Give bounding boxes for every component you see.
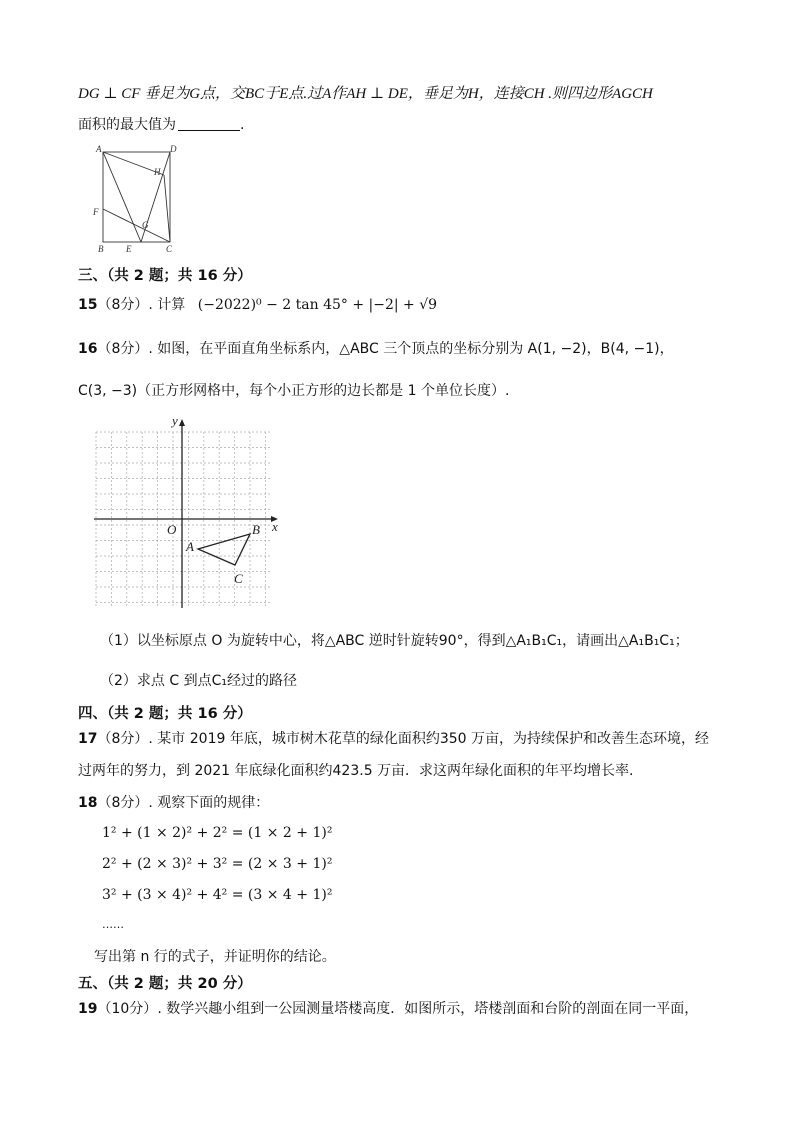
segment-ae (103, 152, 141, 242)
point-label-c: C (234, 571, 243, 586)
q16-score: （8分） (97, 341, 149, 357)
origin-label: O (167, 522, 177, 537)
section-3-title: 三、（共 2 题；共 16 分） (78, 268, 252, 284)
q15 (78, 294, 437, 314)
rectangle-abcd (103, 152, 170, 242)
fig-label-b: B (98, 244, 104, 254)
coordinate-grid (88, 412, 288, 612)
q14-text-line2 (78, 114, 244, 134)
q15-number: 15 (78, 297, 98, 313)
q18-text: . 观察下面的规律： (148, 795, 270, 811)
q19-line1 (78, 998, 698, 1018)
section-5-title: 五、（共 2 题；共 20 分） (78, 976, 252, 992)
q18-instruction: 写出第 n 行的式子，并证明你的结论。 (94, 949, 336, 965)
q14-figure (90, 142, 182, 256)
segment-hc (164, 175, 170, 242)
fig-label-h: H (154, 167, 161, 177)
axis-label-x: x (272, 519, 278, 534)
q18-equation-1: 1² + (1 × 2)² + 2² = (1 × 2 + 1)² (102, 825, 333, 841)
q18-line1 (78, 792, 269, 812)
fig-label-a: A (96, 144, 102, 154)
q16-part1: （1）以坐标原点 O 为旋转中心，将△ABC 逆时针旋转90°，得到△A₁B₁C₁，请画出△A₁B₁C₁； (100, 633, 689, 649)
fig-label-d: D (170, 144, 177, 154)
fig-label-e: E (126, 244, 132, 254)
fig-label-f: F (93, 207, 99, 217)
axis-label-y: y (172, 413, 178, 428)
segment-fc (103, 209, 170, 242)
q15-expression: (−2022)⁰ − 2 tan 45° + |−2| + √9 (197, 297, 438, 313)
q16-text-line2: C(3, −3)（正方形网格中，每个小正方形的边长都是 1 个单位长度）. (78, 383, 510, 399)
q17-number: 17 (78, 731, 98, 747)
fig-label-c: C (166, 244, 173, 254)
q17-score: （8分） (97, 731, 149, 747)
q14-answer-prompt: 面积的最大值为 (78, 117, 176, 133)
q17-text-line1: . 某市 2019 年底，城市树木花草的绿化面积约350 万亩，为持续保护和改善生态环境，经 (148, 731, 710, 747)
q14-period: . (240, 117, 245, 133)
fig-label-g: G (142, 220, 149, 230)
point-label-b: B (252, 522, 260, 537)
q19-text: . 数学兴趣小组到一公园测量塔楼高度．如图所示，塔楼剖面和台阶的剖面在同一平面， (157, 1001, 699, 1017)
point-label-a: A (186, 539, 194, 554)
q15-score: （8分） (97, 297, 149, 313)
triangle-abc (198, 534, 250, 565)
q16-part2: （2）求点 C 到点C₁经过的路径 (100, 673, 297, 689)
y-axis-arrow-icon (179, 419, 185, 426)
q14-text-line1: DG ⊥ CF 垂足为G点，交BC于E点.过A作AH ⊥ DE，垂足为H，连接CH .则四边形AGCH (78, 86, 653, 102)
q17-line1 (78, 728, 709, 748)
q18-equation-3: 3² + (3 × 4)² + 4² = (3 × 4 + 1)² (102, 887, 333, 903)
section-4-title: 四、（共 2 题；共 16 分） (78, 706, 252, 722)
q18-number: 18 (78, 795, 98, 811)
q16-number: 16 (78, 341, 98, 357)
q19-score: （10分） (97, 1001, 158, 1017)
q18-equation-2: 2² + (2 × 3)² + 3² = (2 × 3 + 1)² (102, 856, 333, 872)
q16-text-line1: . 如图，在平面直角坐标系内，△ABC 三个顶点的坐标分别为 A(1, −2)，B(4, −1)， (148, 341, 674, 357)
q15-text: . 计算 (148, 297, 186, 313)
q18-ellipsis: …… (102, 918, 124, 931)
q18-score: （8分） (97, 795, 149, 811)
q19-number: 19 (78, 1001, 98, 1017)
q17-text-line2: 过两年的努力，到 2021 年底绿化面积约423.5 万亩．求这两年绿化面积的年平均增长率. (78, 763, 634, 779)
q16-line1 (78, 338, 674, 358)
answer-blank (178, 116, 240, 131)
